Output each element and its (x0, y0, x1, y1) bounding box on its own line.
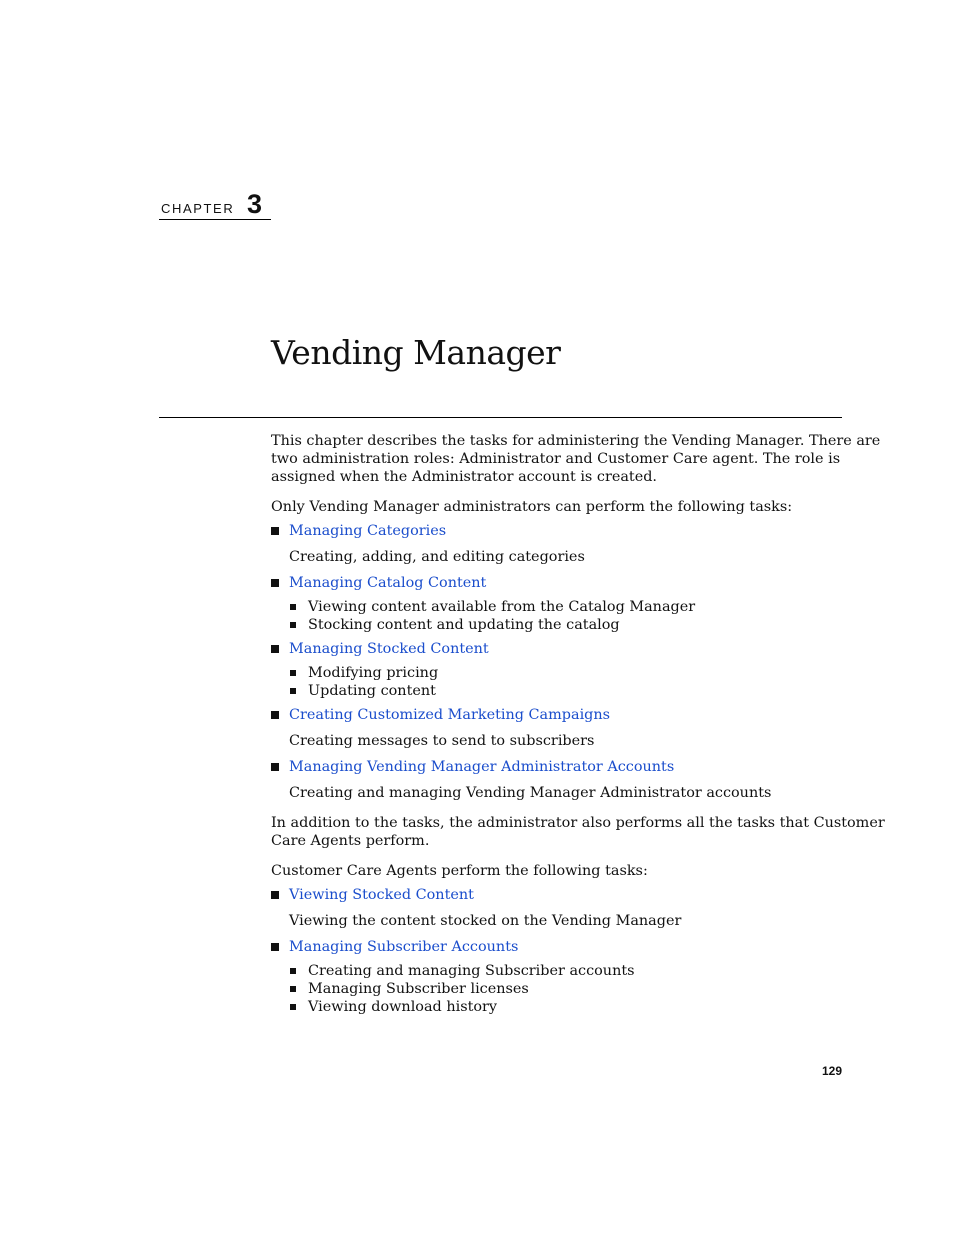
link-viewing-stocked-content[interactable]: Viewing Stocked Content (289, 887, 474, 903)
link-managing-admin-accounts[interactable]: Managing Vending Manager Administrator Accounts (289, 759, 675, 775)
task-description: Viewing the content stocked on the Vending Manager (289, 913, 682, 929)
page-number: 129 (821, 1064, 842, 1078)
bullet (271, 645, 279, 653)
bullet (271, 891, 279, 899)
chapter-number: 3 (247, 189, 263, 219)
addition-line-1: In addition to the tasks, the administrator also performs all the tasks that Customer (271, 815, 885, 831)
sub-item: Viewing download history (308, 999, 498, 1015)
sub-bullet (290, 986, 296, 992)
chapter-title: Vending Manager (271, 333, 561, 372)
sub-item: Modifying pricing (308, 665, 439, 681)
sub-bullet (290, 688, 296, 694)
bullet (271, 527, 279, 535)
link-creating-marketing-campaigns[interactable]: Creating Customized Marketing Campaigns (289, 707, 611, 723)
sub-item: Updating content (308, 683, 436, 699)
bullet (271, 579, 279, 587)
task-description: Creating messages to send to subscribers (289, 733, 595, 749)
sub-item: Stocking content and updating the catalog (308, 617, 620, 633)
link-managing-stocked-content[interactable]: Managing Stocked Content (289, 641, 489, 657)
bullet (271, 711, 279, 719)
bullet (271, 943, 279, 951)
chapter-word: CHAPTER (161, 201, 235, 216)
sub-bullet (290, 670, 296, 676)
sub-item: Managing Subscriber licenses (308, 981, 529, 997)
sub-bullet (290, 622, 296, 628)
sub-bullet (290, 968, 296, 974)
intro-line-1: This chapter describes the tasks for administering the Vending Manager. There are (271, 433, 881, 449)
agent-intro: Customer Care Agents perform the following tasks: (271, 863, 648, 879)
intro-line-2: two administration roles: Administrator and Customer Care agent. The role is (271, 451, 841, 467)
link-managing-catalog-content[interactable]: Managing Catalog Content (289, 575, 487, 591)
intro-line-3: assigned when the Administrator account is created. (271, 469, 658, 485)
sub-bullet (290, 604, 296, 610)
bullet (271, 763, 279, 771)
link-managing-subscriber-accounts[interactable]: Managing Subscriber Accounts (289, 939, 519, 955)
task-description: Creating and managing Vending Manager Administrator accounts (289, 785, 772, 801)
title-rule (159, 417, 842, 418)
sub-bullet (290, 1004, 296, 1010)
task-description: Creating, adding, and editing categories (289, 549, 585, 565)
addition-line-2: Care Agents perform. (271, 833, 430, 849)
sub-item: Viewing content available from the Catalog Manager (308, 599, 696, 615)
chapter-label (159, 191, 271, 220)
sub-item: Creating and managing Subscriber accounts (308, 963, 635, 979)
admin-intro: Only Vending Manager administrators can perform the following tasks: (271, 499, 793, 515)
link-managing-categories[interactable]: Managing Categories (289, 523, 447, 539)
